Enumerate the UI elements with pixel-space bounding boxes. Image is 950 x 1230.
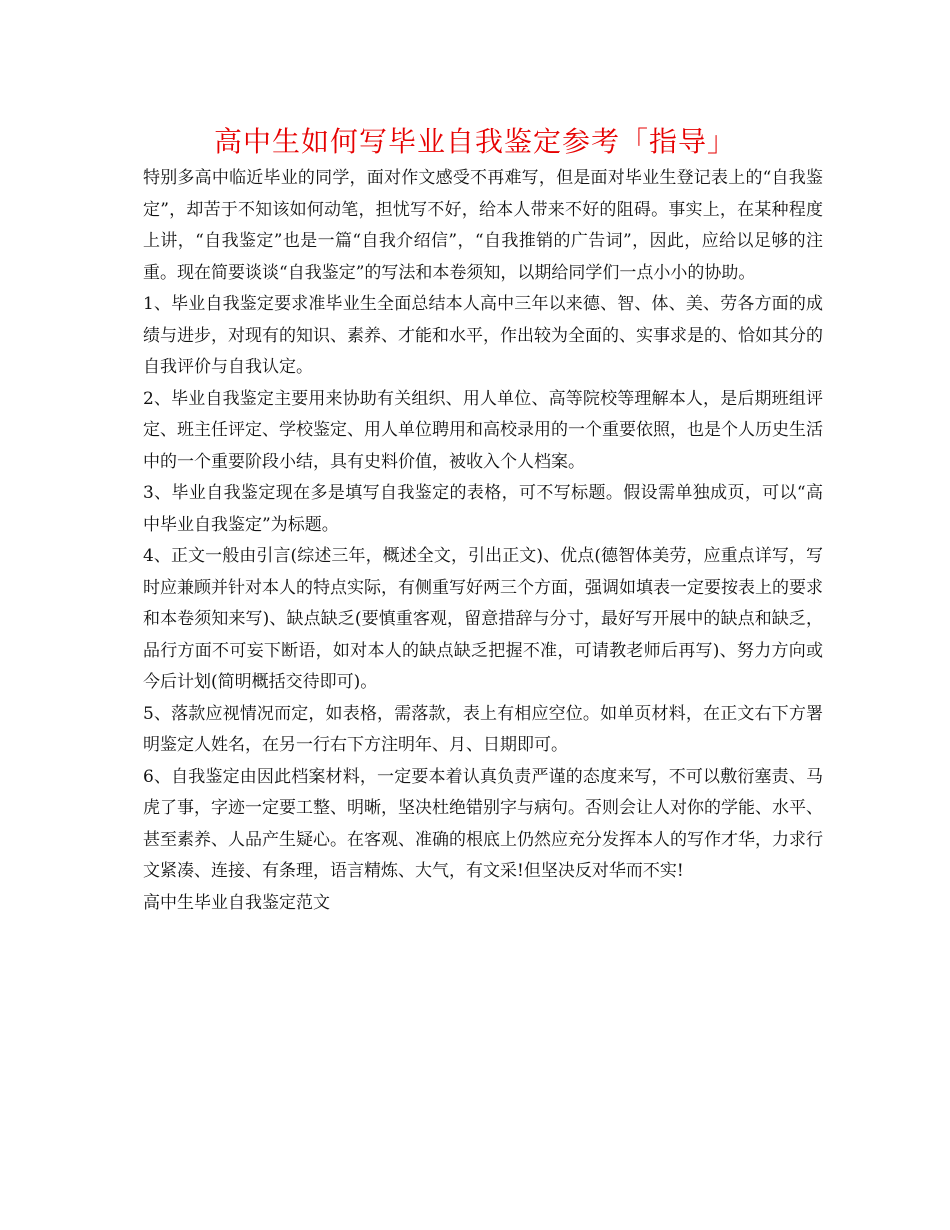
document-body xyxy=(143,163,823,919)
point-5-paragraph: 5、落款应视情况而定，如表格，需落款，表上有相应空位。如单页材料，在正文右下方署明鉴定人姓名，在另一行右下方注明年、月、日期即可。 xyxy=(143,703,823,755)
sample-heading: 高中生毕业自我鉴定范文 xyxy=(143,892,330,913)
point-1-paragraph: 1、毕业自我鉴定要求准毕业生全面总结本人高中三年以来德、智、体、美、劳各方面的成绩与进步，对现有的知识、素养、才能和水平，作出较为全面的、实事求是的、恰如其分的自我评价与自我认定。 xyxy=(143,294,823,377)
document-title: 高中生如何写毕业自我鉴定参考「指导」 xyxy=(213,125,736,158)
point-4-paragraph: 4、正文一般由引言(综述三年，概述全文，引出正文)、优点(德智体美劳，应重点详写，写时应兼顾并针对本人的特点实际，有侧重写好两三个方面，强调如填表一定要按表上的要求和本卷须知来写)、缺点缺乏(要慎重客观，留意措辞与分寸，最好写开展中的缺点和缺乏，品行方面不可妄下断语，如对本人的缺点缺乏把握不准，可请教老师后再写)、努力方向或今后计划(简明概括交待即可)。 xyxy=(143,546,823,692)
point-3-paragraph: 3、毕业自我鉴定现在多是填写自我鉴定的表格，可不写标题。假设需单独成页，可以“高中毕业自我鉴定”为标题。 xyxy=(143,483,823,535)
point-6-paragraph: 6、自我鉴定由因此档案材料，一定要本着认真负责严谨的态度来写，不可以敷衍塞责、马虎了事，字迹一定要工整、明晰，坚决杜绝错别字与病句。否则会让人对你的学能、水平、甚至素养、人品产生疑心。在客观、准确的根底上仍然应充分发挥本人的写作才华，力求行文紧凑、连接、有条理，语言精炼、大气，有文采!但坚决反对华而不实! xyxy=(143,766,823,881)
intro-paragraph: 特别多高中临近毕业的同学，面对作文感受不再难写，但是面对毕业生登记表上的“自我鉴定”，却苦于不知该如何动笔，担忧写不好，给本人带来不好的阻碍。事实上，在某种程度上讲，“自我鉴定”也是一篇“自我介绍信”，“自我推销的广告词”，因此，应给以足够的注重。现在简要谈谈“自我鉴定”的写法和本卷须知，以期给同学们一点小小的协助。 xyxy=(143,168,823,283)
point-2-paragraph: 2、毕业自我鉴定主要用来协助有关组织、用人单位、高等院校等理解本人，是后期班组评定、班主任评定、学校鉴定、用人单位聘用和高校录用的一个重要依照，也是个人历史生活中的一个重要阶段小结，具有史料价值，被收入个人档案。 xyxy=(143,388,823,472)
